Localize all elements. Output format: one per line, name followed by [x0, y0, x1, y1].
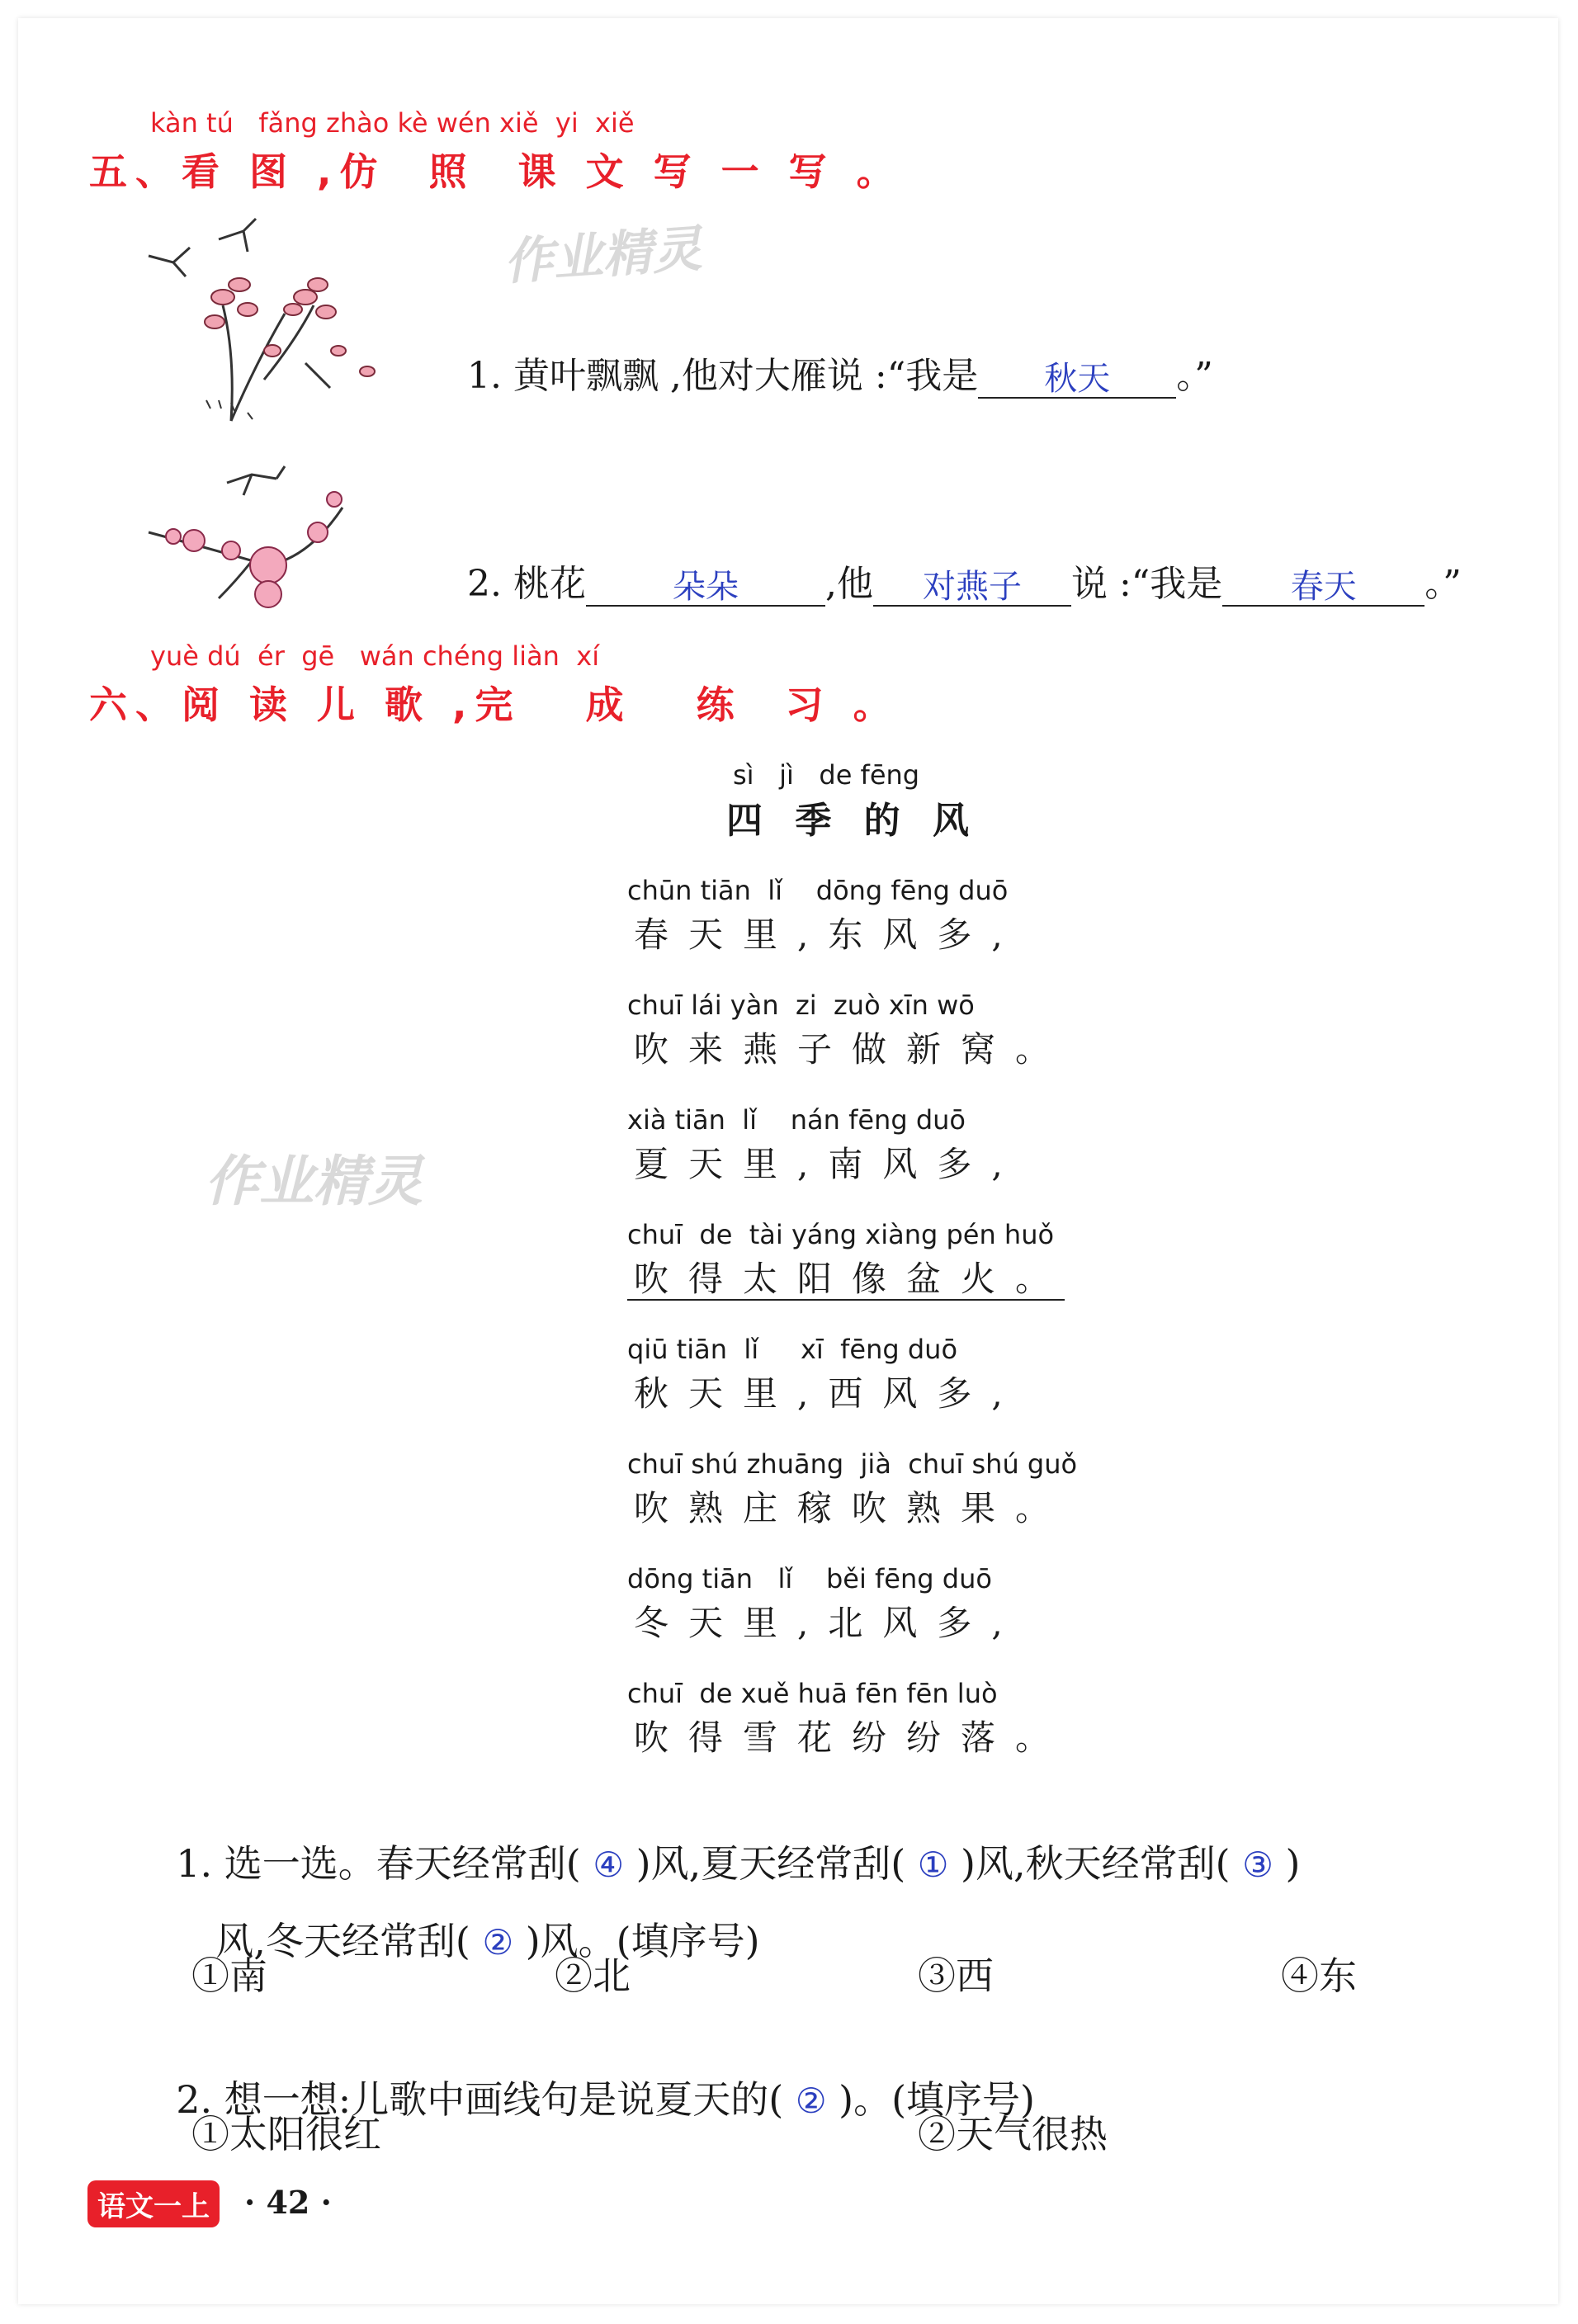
q2-option-1: ①太阳很红 — [191, 2112, 381, 2156]
q2-blank3[interactable] — [1222, 560, 1424, 607]
poem-line5-pinyin: qiū tiān lǐ xī fēng duō — [627, 1334, 958, 1365]
q1-text: 1. 黄叶飘飘 ,他对大雁说 :“我是 — [466, 355, 979, 397]
poem-line5: 秋天里,西风多, — [634, 1373, 1023, 1414]
q1-prompt: 1. 选一选。春天经常刮( — [176, 1841, 581, 1886]
q1-answer-autumn[interactable]: ③ — [1242, 1845, 1273, 1885]
section6-title: 六、阅 读 儿 歌 ,完 成 练 习 。 — [89, 683, 900, 727]
section5-q1 — [444, 304, 1213, 399]
section5-pinyin: kàn tú fǎng zhào kè wén xiě yi xiě — [150, 107, 635, 139]
underline-mark — [627, 1299, 1065, 1301]
q2-blank1[interactable] — [586, 560, 825, 607]
q2-mid1: ,他 — [824, 563, 873, 605]
goose-1 — [149, 248, 190, 276]
q2-answer2: 对燕子 — [922, 568, 1022, 606]
page-number: · 42 · — [244, 2184, 332, 2221]
section6-pinyin: yuè dú ér gē wán chéng liàn xí — [150, 640, 600, 672]
q2-prompt: 2. 想一想:儿歌中画线句是说夏天的( — [176, 2077, 784, 2122]
poem-line1: 春天里,东风多, — [634, 914, 1023, 955]
q1-option-1: ①南 — [191, 1953, 267, 1998]
q2-mid2: 说 :“我是 — [1070, 563, 1223, 605]
q1-end: 。” — [1176, 355, 1213, 397]
q1-option-4: ④东 — [1281, 1953, 1357, 1998]
poem-line6-pinyin: chuī shú zhuāng jià chuī shú guǒ — [627, 1448, 1078, 1480]
poem-line2-pinyin: chuī lái yàn zi zuò xīn wō — [627, 990, 975, 1021]
blossoms — [166, 492, 342, 607]
poem-line4-underlined: 吹得太阳像盆火。 — [634, 1259, 1070, 1299]
tree-trunk — [223, 305, 330, 421]
poem-title-pinyin: sì jì de fēng — [733, 759, 920, 791]
swallow-blossom-illustration — [144, 458, 359, 615]
geese-tree-illustration — [140, 215, 413, 429]
poem-line4-pinyin: chuī de tài yáng xiàng pén huǒ — [627, 1219, 1055, 1250]
exercise-q1-line2 — [191, 1867, 760, 1966]
q1-option-2: ②北 — [555, 1953, 631, 1998]
poem-line1-pinyin: chūn tiān lǐ dōng fēng duō — [627, 875, 1009, 906]
q1-answer: 秋天 — [1044, 360, 1111, 398]
q2-blank2[interactable] — [873, 560, 1071, 607]
watermark-middle: 作业精灵 — [205, 1150, 423, 1213]
q1-blank[interactable] — [978, 352, 1176, 399]
q1-option-3: ③西 — [918, 1953, 994, 1998]
section5-q2 — [444, 512, 1462, 607]
q2-instruction: )。(填序号) — [839, 2077, 1035, 2122]
q1-answer-summer[interactable]: ① — [917, 1845, 949, 1885]
poem-line7: 冬天里,北风多, — [634, 1603, 1023, 1643]
q1-close-paren: ) — [1285, 1841, 1301, 1886]
poem-title: 四 季 的 风 — [726, 800, 979, 842]
branch — [149, 508, 343, 598]
section5-title: 五、看 图 ,仿 照 课 文 写 一 写 。 — [89, 149, 903, 194]
q1-answer-spring[interactable]: ④ — [593, 1845, 624, 1885]
poem-line3-pinyin: xià tiān lǐ nán fēng duō — [627, 1104, 966, 1136]
q2-answer1: 朵朵 — [672, 568, 739, 606]
q1-prompt-summer: )风,夏天经常刮( — [635, 1841, 906, 1886]
poem-line2: 吹来燕子做新窝。 — [634, 1029, 1070, 1070]
q2-answer3: 春天 — [1290, 568, 1357, 606]
q1-instruction: )风。(填序号) — [525, 1919, 760, 1963]
q2-option-2: ②天气很热 — [918, 2112, 1108, 2156]
poem-line6: 吹熟庄稼吹熟果。 — [634, 1488, 1070, 1528]
q1-prompt-winter: 风,冬天经常刮( — [215, 1919, 470, 1963]
q2-text: 2. 桃花 — [466, 563, 586, 605]
goose-2 — [219, 219, 256, 252]
q1-answer-winter[interactable]: ② — [482, 1922, 514, 1963]
swallow — [227, 466, 285, 495]
q2-answer[interactable]: ② — [795, 2081, 827, 2121]
q2-end: 。” — [1424, 563, 1462, 605]
subject-badge: 语文一上 — [87, 2180, 220, 2227]
poem-line3: 夏天里,南风多, — [634, 1144, 1023, 1184]
q1-prompt-autumn: )风,秋天经常刮( — [961, 1841, 1231, 1886]
poem-line8-pinyin: chuī de xuě huā fēn fēn luò — [627, 1678, 998, 1709]
poem-line7-pinyin: dōng tiān lǐ běi fēng duō — [627, 1563, 992, 1594]
grass — [206, 400, 253, 419]
watermark-top: 作业精灵 — [502, 220, 704, 292]
poem-line8: 吹得雪花纷纷落。 — [634, 1717, 1070, 1758]
